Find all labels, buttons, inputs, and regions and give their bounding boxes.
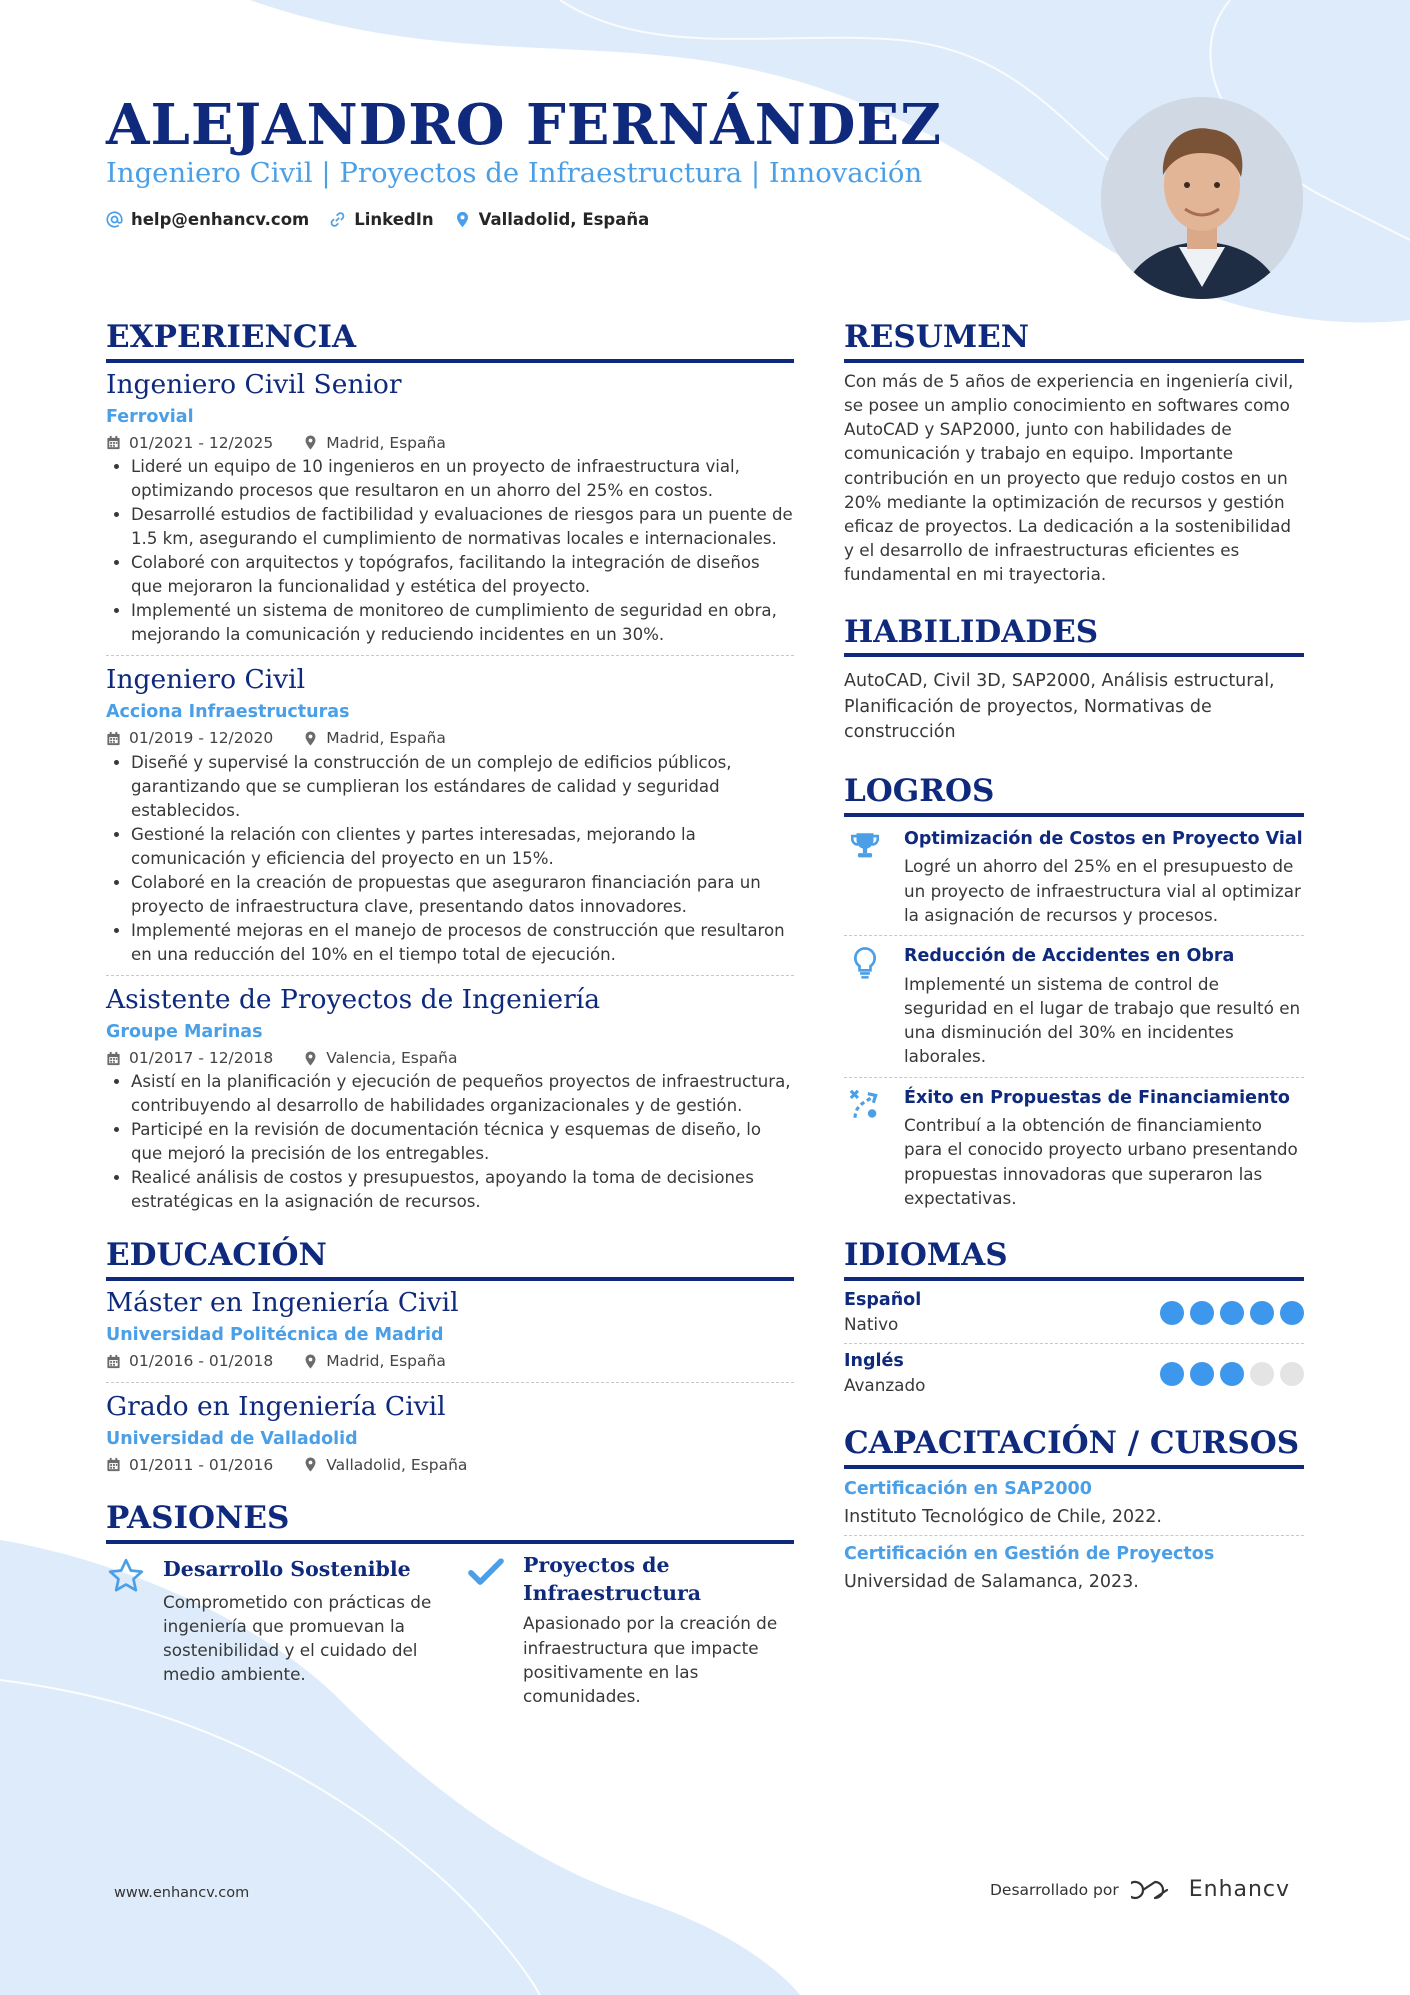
job-bullet: • Gestioné la relación con clientes y partes interesadas, mejorando la comunicación y eficiencia del proyecto en un 15%. [131,823,794,871]
location-pin-icon [303,731,318,746]
contact-email[interactable] [106,210,309,229]
education-school: Universidad Politécnica de Madrid [106,1324,444,1345]
job-role: Asistente de Proyectos de Ingeniería [106,983,601,1015]
education-location: Valladolid, España [326,1455,468,1474]
job-meta [106,1046,794,1071]
contact-info [106,210,649,229]
job-bullets [106,751,794,967]
job-dates: 01/2019 - 12/2020 [129,729,274,748]
divider [844,1077,1304,1078]
powered-by-text: Desarrollado por [990,1880,1119,1899]
location-pin-icon [303,1051,318,1066]
candidate-name: ALEJANDRO FERNÁNDEZ [106,92,942,158]
achievement-item [844,825,1304,927]
job-entry [106,982,794,1215]
course-text: Universidad de Salamanca, 2023. [844,1571,1139,1592]
location-pin-icon [303,435,318,450]
rating-dot [1280,1362,1304,1386]
rating-dot [1160,1362,1184,1386]
job-meta [106,431,794,456]
language-level: Avanzado [844,1375,926,1396]
job-bullet: • Implementé un sistema de monitoreo de cumplimiento de seguridad en obra, mejorando la comunicación y reduciendo incidentes en un 30%. [131,599,794,647]
job-location: Madrid, España [326,729,446,748]
rating-dot [1220,1301,1244,1325]
rating-dot [1220,1362,1244,1386]
footer-website[interactable]: www.enhancv.com [114,1885,250,1901]
calendar-icon [106,1051,121,1066]
language-name: Español [844,1289,922,1310]
contact-linkedin-text: LinkedIn [354,210,434,229]
passion-title: Desarrollo Sostenible [163,1557,411,1582]
lightbulb-icon [850,946,880,980]
link-icon [329,211,346,228]
job-bullet: • Implementé mejoras en el manejo de procesos de construcción que resultaron en una reducción del 10% en el tiempo total de ejecución. [131,919,794,967]
check-icon [466,1552,506,1592]
job-company: Groupe Marinas [106,1021,263,1042]
rating-dot [1190,1301,1214,1325]
job-bullet: • Colaboré en la creación de propuestas que aseguraron financiación para un proyecto de infraestructura clave, presentando datos innovadores. [131,871,794,919]
achievement-title: Éxito en Propuestas de Financiamiento [904,1087,1290,1108]
star-icon [106,1556,146,1596]
right-column [844,318,1304,1596]
experience-section-title: EXPERIENCIA [106,318,794,363]
job-entry [106,662,794,967]
divider [844,1535,1304,1536]
rating-dot [1280,1301,1304,1325]
contact-email-text: help@enhancv.com [131,210,310,229]
summary-section-title: RESUMEN [844,318,1304,363]
passion-text: Comprometido con prácticas de ingeniería que promuevan la sostenibilidad y el cuidado del medio ambiente. [163,1591,432,1685]
enhancv-logo-icon [1131,1878,1177,1902]
contact-linkedin[interactable] [329,210,433,229]
passion-text: Apasionado por la creación de infraestructura que impacte positivamente en las comunidades. [523,1613,778,1707]
language-name: Inglés [844,1350,904,1371]
job-bullet: • Lideré un equipo de 10 ingenieros en un proyecto de infraestructura vial, optimizando procesos que resultaron en un ahorro del 25% en costos. [131,455,794,503]
job-role: Ingeniero Civil [106,664,306,696]
job-dates: 01/2021 - 12/2025 [129,433,274,452]
passions-section-title: PASIONES [106,1499,794,1544]
job-bullet: • Asistí en la planificación y ejecución de pequeños proyectos de infraestructura, contribuyendo al desarrollo de habilidades organizacionales y de gestión. [131,1070,794,1118]
education-entry [106,1285,794,1374]
education-section-title: EDUCACIÓN [106,1236,794,1281]
language-item [844,1350,1304,1398]
education-entry [106,1389,794,1478]
divider [106,1382,794,1383]
skills-section-title: HABILIDADES [844,613,1304,658]
achievements-section-title: LOGROS [844,772,1304,817]
course-item [844,1475,1304,1531]
location-pin-icon [303,1354,318,1369]
location-pin-icon [303,1457,318,1472]
job-entry [106,367,794,648]
passion-item [106,1556,446,1686]
calendar-icon [106,1354,121,1369]
calendar-icon [106,731,121,746]
achievement-title: Reducción de Accidentes en Obra [904,945,1235,966]
contact-location-text: Valladolid, España [478,210,650,229]
achievement-text: Implementé un sistema de control de seguridad en el lugar de trabajo que resultó en una disminución del 30% en incidentes laborales. [904,973,1301,1067]
rating-dot [1250,1301,1274,1325]
job-bullet: • Realicé análisis de costos y presupuestos, apoyando la toma de decisiones estratégicas en la asignación de recursos. [131,1166,794,1214]
profile-photo [1101,97,1303,299]
headline: Ingeniero Civil | Proyectos de Infraestructura | Innovación [106,157,923,189]
passion-item [466,1552,796,1708]
job-location: Madrid, España [326,433,446,452]
education-meta [106,1453,794,1478]
language-level: Nativo [844,1314,899,1335]
language-rating [1160,1301,1304,1325]
job-role: Ingeniero Civil Senior [106,368,402,400]
achievement-item [844,942,1304,1069]
education-meta [106,1349,794,1374]
languages-section-title: IDIOMAS [844,1236,1304,1281]
passion-title: Proyectos de Infraestructura [523,1553,702,1605]
brand-name: Enhancv [1188,1877,1291,1902]
divider [844,935,1304,936]
job-company: Acciona Infraestructuras [106,702,350,723]
language-item [844,1289,1304,1337]
divider [106,975,794,976]
trophy-icon [848,829,882,863]
education-dates: 01/2016 - 01/2018 [129,1351,274,1370]
achievement-text: Contribuí a la obtención de financiamiento para el conocido proyecto urbano presentando propuestas innovadoras que superaron las expectativas. [904,1115,1298,1208]
job-bullet: • Participé en la revisión de documentación técnica y esquemas de diseño, lo que mejoró la precisión de los entregables. [131,1118,794,1166]
courses-section-title: CAPACITACIÓN / CURSOS [844,1424,1304,1469]
education-location: Madrid, España [326,1351,446,1370]
course-title: Certificación en SAP2000 [844,1478,1092,1499]
job-bullets [106,1070,794,1214]
language-rating [1160,1362,1304,1386]
left-column [106,318,794,1714]
at-icon [106,211,123,228]
job-bullet: • Diseñé y supervisé la construcción de un complejo de edificios públicos, garantizando que se cumplieran los estándares de calidad y seguridad establecidos. [131,751,794,823]
education-school: Universidad de Valladolid [106,1428,358,1449]
location-pin-icon [454,211,471,228]
calendar-icon [106,435,121,450]
course-text: Instituto Tecnológico de Chile, 2022. [844,1506,1162,1527]
job-bullets [106,455,794,647]
passions-grid [106,1544,794,1714]
rating-dot [1190,1362,1214,1386]
course-title: Certificación en Gestión de Proyectos [844,1543,1215,1564]
job-meta [106,726,794,751]
job-dates: 01/2017 - 12/2018 [129,1048,274,1067]
strategy-icon [848,1088,882,1122]
job-company: Ferrovial [106,406,194,427]
rating-dot [1160,1301,1184,1325]
footer-branding [990,1877,1290,1902]
summary-text: Con más de 5 años de experiencia en ingeniería civil, se posee un amplio conocimiento en softwares como AutoCAD y SAP2000, junto con habilidades de comunicación y trabajo en equipo. Importante contribución en un proyecto que redujo costos en un 20% mediante la optimización de recursos y gestión eficaz de proyectos. La dedicación a la sostenibilidad y el desarrollo de infraestructuras eficientes es fundamental en mi trayectoria. [844,370,1294,585]
skills-text: AutoCAD, Civil 3D, SAP2000, Análisis estructural, Planificación de proyectos, Normativas de construcción [844,671,1275,743]
achievement-item [844,1084,1304,1211]
divider [844,1343,1304,1344]
rating-dot [1250,1362,1274,1386]
contact-location [454,210,650,229]
course-item [844,1540,1304,1596]
education-degree: Grado en Ingeniería Civil [106,1390,446,1422]
achievement-text: Logré un ahorro del 25% en el presupuesto de un proyecto de infraestructura vial al optimizar la asignación de recursos y procesos. [904,856,1301,925]
job-bullet: • Desarrollé estudios de factibilidad y evaluaciones de riesgos para un puente de 1.5 km, asegurando el cumplimiento de normativas locales e internacionales. [131,503,794,551]
education-dates: 01/2011 - 01/2016 [129,1455,274,1474]
achievement-title: Optimización de Costos en Proyecto Vial [904,828,1303,849]
job-location: Valencia, España [326,1048,458,1067]
divider [106,655,794,656]
education-degree: Máster en Ingeniería Civil [106,1287,459,1319]
calendar-icon [106,1457,121,1472]
job-bullet: • Colaboré con arquitectos y topógrafos, facilitando la integración de diseños que mejoraron la funcionalidad y estética del proyecto. [131,551,794,599]
